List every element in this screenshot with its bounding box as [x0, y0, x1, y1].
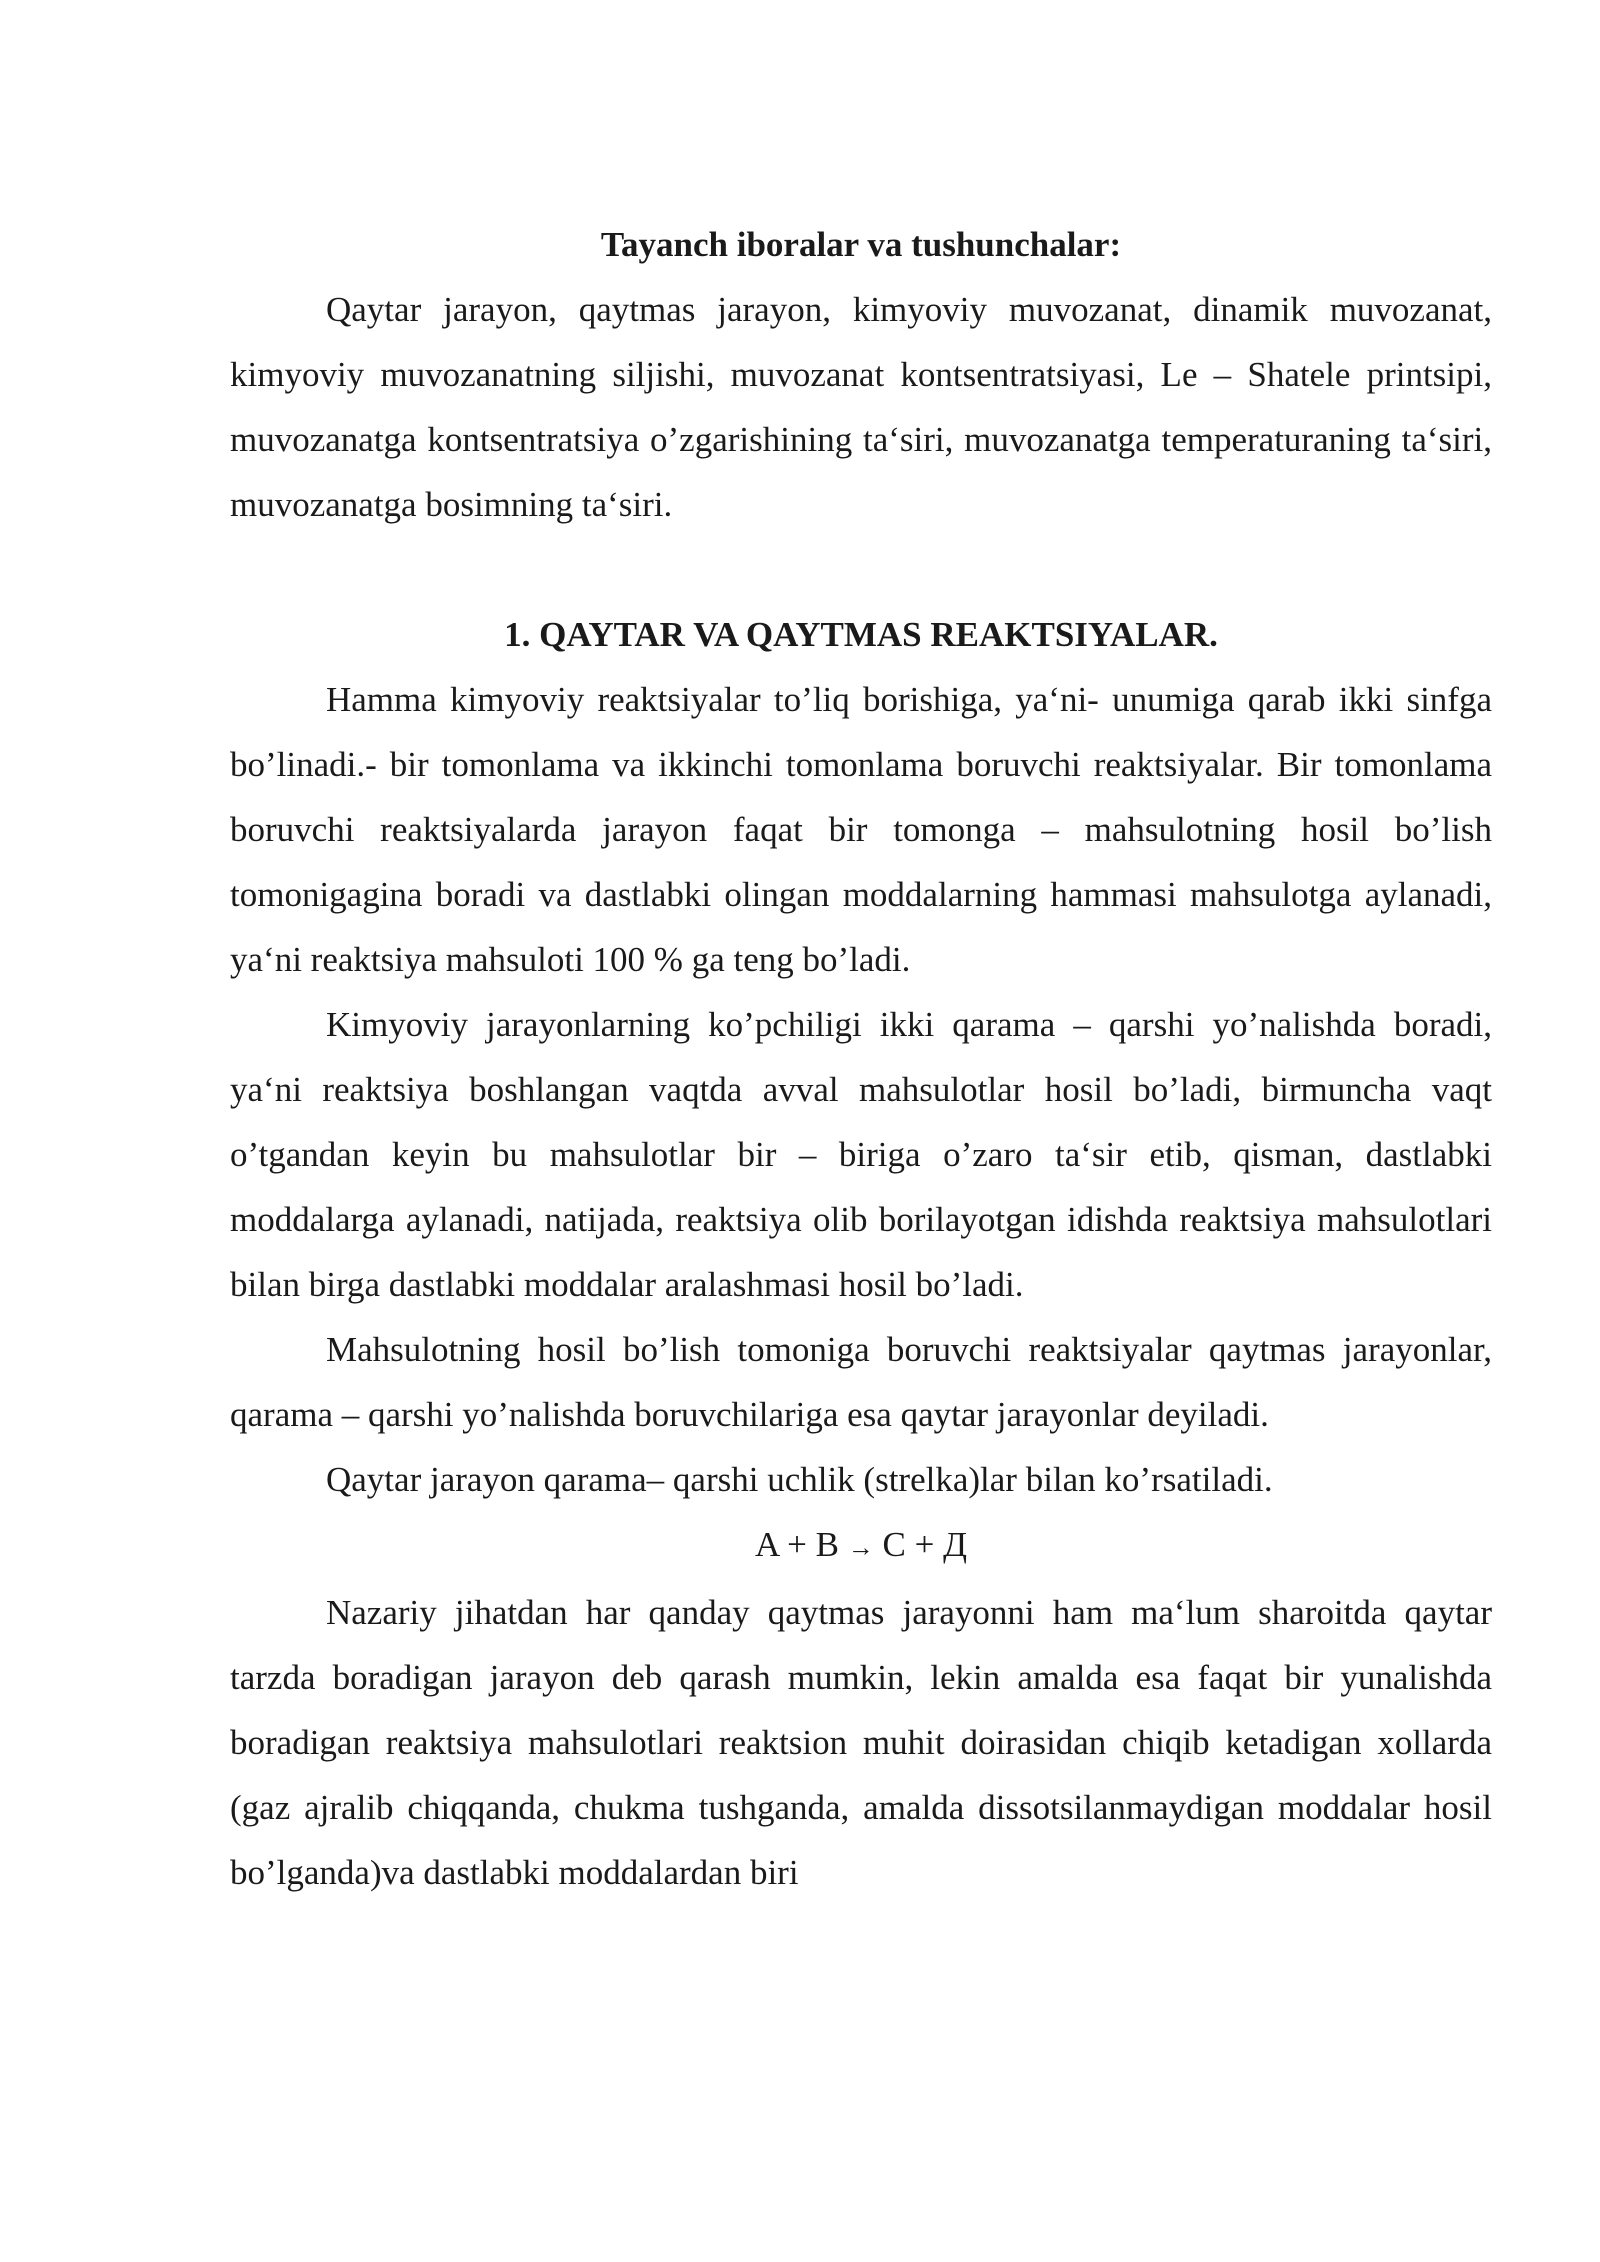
- keywords-title: Tayanch iboralar va tushunchalar:: [600, 225, 1122, 264]
- keywords-paragraph: Qaytar jarayon, qaytmas jarayon, kimyoviy muvozanat, dinamik muvozanat, kimyoviy muvozanatning siljishi, muvozanat kontsentratsiyasi, Le – Shatele printsipi, muvozanatga kontsentratsiya o’zgarishining ta‘siri, muvozanatga temperaturaning ta‘siri, muvozanatga bosimning ta‘siri.: [230, 290, 1492, 524]
- paragraph-4: Qaytar jarayon qarama– qarshi uchlik (strelka)lar bilan ko’rsatiladi.: [326, 1460, 1273, 1499]
- paragraph-1: Hamma kimyoviy reaktsiyalar to’liq borishiga, ya‘ni- unumiga qarab ikki sinfga bo’linadi.- bir tomonlama va ikkinchi tomonlama boruvchi reaktsiyalar. Bir tomonlama boruvchi reaktsiyalarda jarayon faqat bir tomonga – mahsulotning hosil bo’lish tomonigagina boradi va dastlabki olingan moddalarning hammasi mahsulotga aylanadi, ya‘ni reaktsiya mahsuloti 100 % ga teng bo’ladi.: [230, 680, 1492, 979]
- section-spacer: [230, 537, 1492, 602]
- reaction-equation: [230, 1512, 1492, 1580]
- section-title: 1. QAYTAR VA QAYTMAS REAKTSIYALAR.: [504, 615, 1218, 654]
- arrow-icon: →: [847, 1533, 874, 1562]
- equation-reactants: A + B: [755, 1525, 839, 1564]
- equation-products: C + Д: [882, 1525, 967, 1564]
- paragraph-2: Kimyoviy jarayonlarning ko’pchiligi ikki qarama – qarshi yo’nalishda boradi, ya‘ni reaktsiya boshlangan vaqtda avval mahsulotlar hosil bo’ladi, birmuncha vaqt o’tgandan keyin bu mahsulotlar bir – biriga o’zaro ta‘sir etib, qisman, dastlabki moddalarga aylanadi, natijada, reaktsiya olib borilayotgan idishda reaktsiya mahsulotlari bilan birga dastlabki moddalar aralashmasi hosil bo’ladi.: [230, 1005, 1492, 1304]
- document-page: [230, 212, 1492, 1905]
- paragraph-3: Mahsulotning hosil bo’lish tomoniga boruvchi reaktsiyalar qaytmas jarayonlar, qarama – qarshi yo’nalishda boruvchilariga esa qaytar jarayonlar deyiladi.: [230, 1330, 1492, 1434]
- paragraph-5: Nazariy jihatdan har qanday qaytmas jarayonni ham ma‘lum sharoitda qaytar tarzda boradigan jarayon deb qarash mumkin, lekin amalda esa faqat bir yunalishda boradigan reaktsiya mahsulotlari reaktsion muhit doirasidan chiqib ketadigan xollarda (gaz ajralib chiqqanda, chukma tushganda, amalda dissotsilanmaydigan moddalar hosil bo’lganda)va dastlabki moddalardan biri: [230, 1593, 1492, 1892]
